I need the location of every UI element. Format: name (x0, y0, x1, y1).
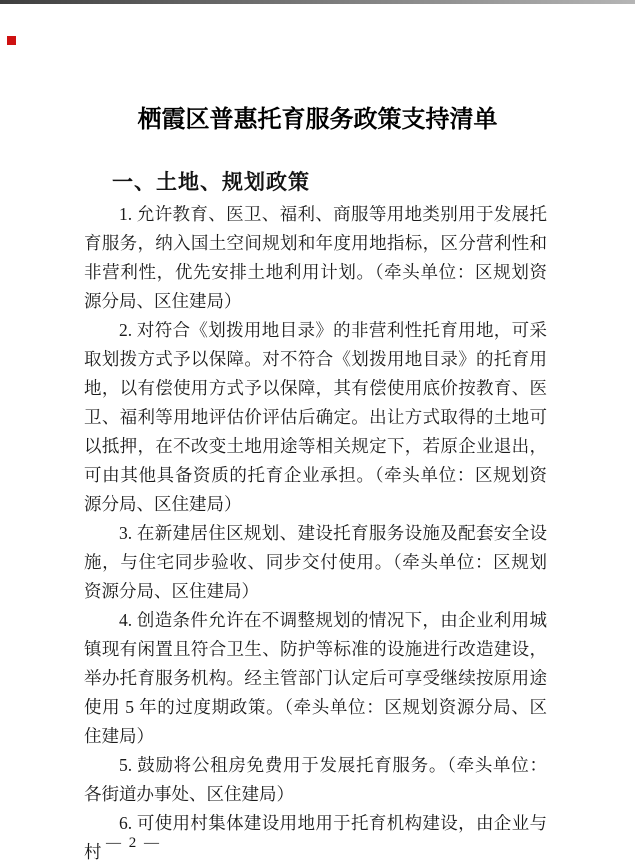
policy-item-1: 1. 允许教育、医卫、福利、商服等用地类别用于发展托育服务，纳入国土空间规划和年度用地指标，区分营利性和非营利性，优先安排土地利用计划。（牵头单位：区规划资源分局、区住建局） (84, 204, 547, 311)
policy-item-2: 2. 对符合《划拨用地目录》的非营利性托育用地，可采取划拨方式予以保障。对不符合《划拨用地目录》的托育用地，以有偿使用方式予以保障，其有偿使用底价按教育、医卫、福利等用地评估价评估后确定。出让方式取得的土地可以抵押，在不改变土地用途等相关规定下，若原企业退出，可由其他具备资质的托育企业承担。（牵头单位：区规划资源分局、区住建局） (84, 320, 547, 514)
document-title: 栖霞区普惠托育服务政策支持清单 (137, 107, 498, 133)
section-heading: 一、土地、规划政策 (112, 171, 310, 194)
policy-item-3: 3. 在新建居住区规划、建设托育服务设施及配套安全设施，与住宅同步验收、同步交付使用。（牵头单位：区规划资源分局、区住建局） (84, 523, 547, 601)
policy-item-5: 5. 鼓励将公租房免费用于发展托育服务。（牵头单位：各街道办事处、区住建局） (84, 755, 547, 804)
document-body (84, 200, 547, 866)
scan-edge-strip (0, 0, 635, 4)
page-number: — 2 — (106, 835, 161, 851)
red-annotation-marker (7, 36, 16, 45)
policy-item-6: 6. 可使用村集体建设用地用于托育机构建设，由企业与村 (84, 813, 547, 862)
policy-item-4: 4. 创造条件允许在不调整规划的情况下，由企业利用城镇现有闲置且符合卫生、防护等标准的设施进行改造建设，举办托育服务机构。经主管部门认定后可享受继续按原用途使用 5 年的过度期政策。（牵头单位：区规划资源分局、区住建局） (84, 610, 547, 746)
